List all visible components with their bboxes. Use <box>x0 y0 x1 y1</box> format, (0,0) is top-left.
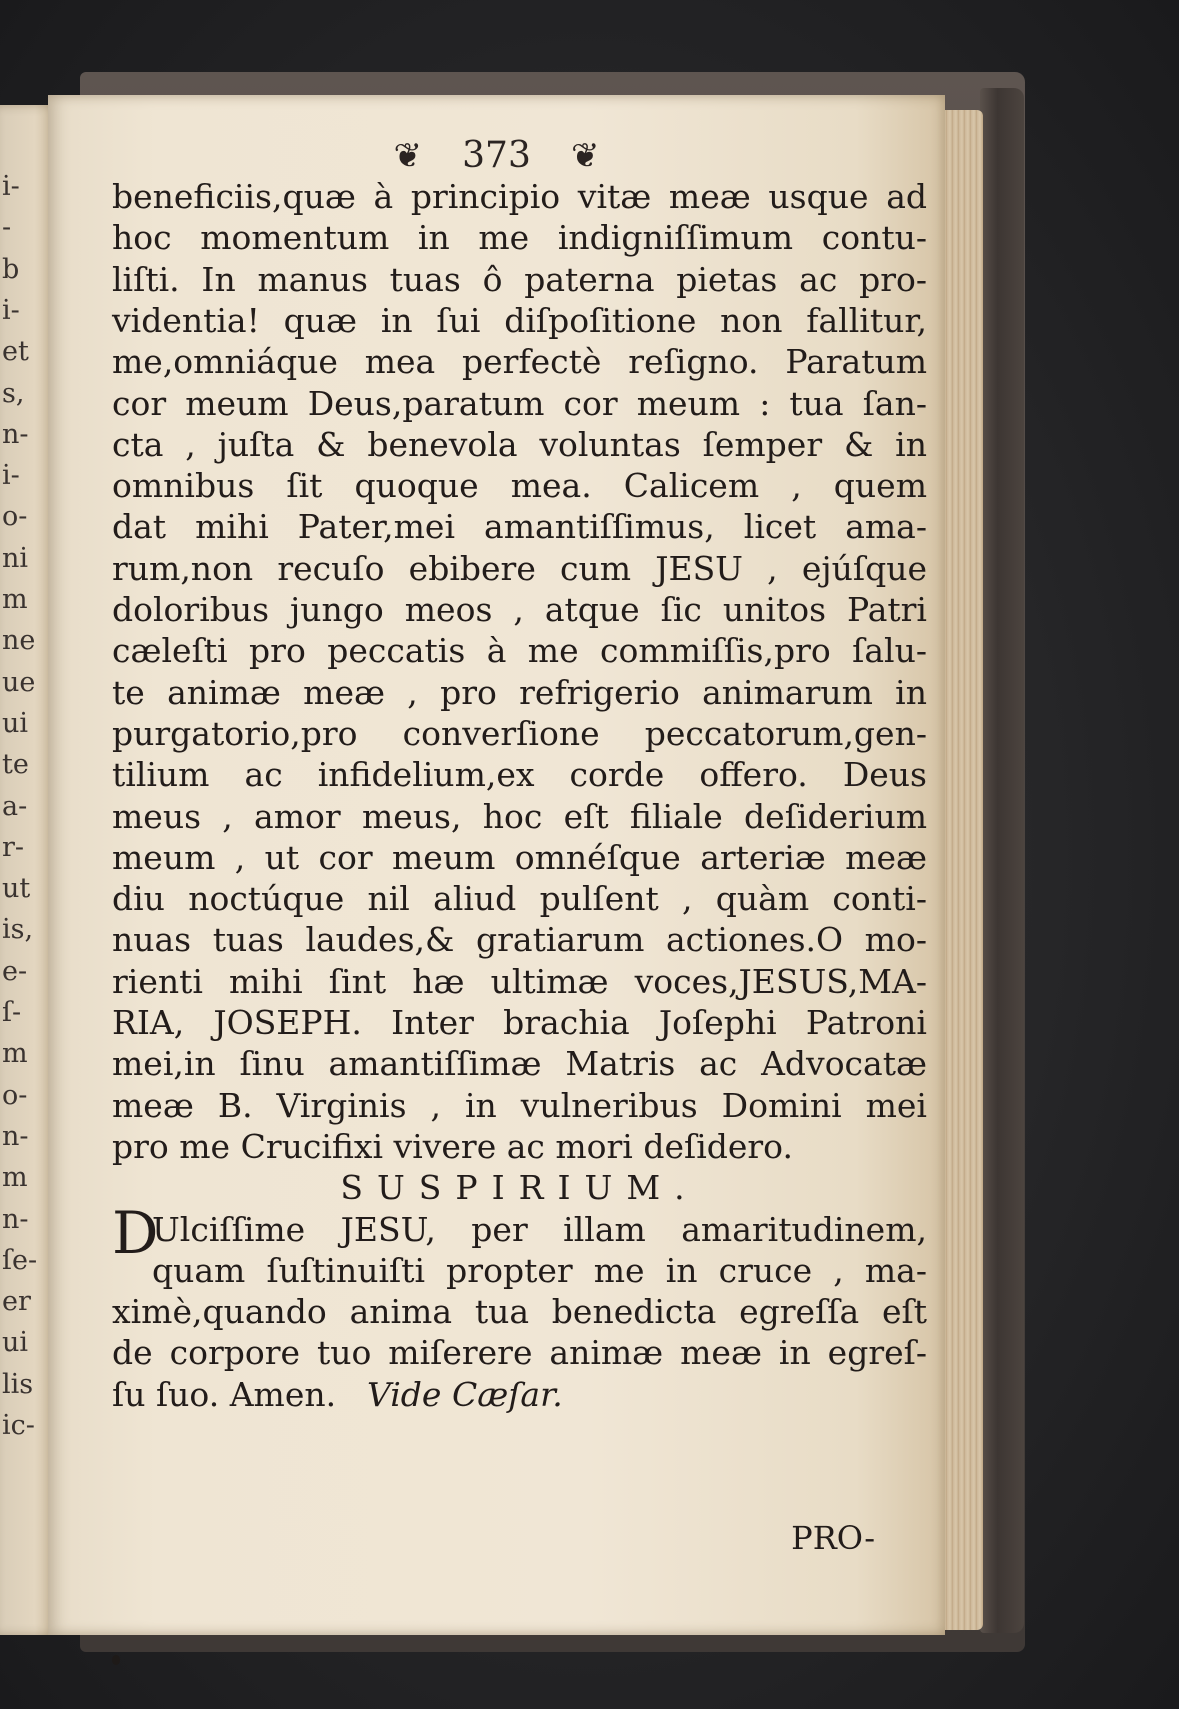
prayer-line: quam ſuſtinuiſti propter me in cruce , ma- <box>152 1250 927 1290</box>
text-line: purgatorio,pro converſione peccatorum,gen- <box>112 713 927 753</box>
book-spine <box>980 88 1024 1633</box>
left-page-fragment: er <box>2 1286 31 1318</box>
left-page-fragment: m <box>2 1038 28 1070</box>
left-page-fragment: - <box>2 212 12 244</box>
left-page-fragment: i- <box>2 171 20 202</box>
text-line: meum , ut cor meum omnéſque arteriæ meæ <box>112 837 927 877</box>
left-page-fragment: i- <box>2 460 20 492</box>
left-page-fragment: ic- <box>2 1410 35 1441</box>
left-page-fragment: n- <box>2 418 29 450</box>
left-page-fragment: lis <box>2 1368 34 1400</box>
left-page-fragment: m <box>2 584 28 615</box>
text-line: diu noctúque nil aliud pulſent , quàm conti- <box>112 879 927 919</box>
left-page-fragment: ue <box>2 666 36 698</box>
text-line: cta , juſta & benevola voluntas ſemper & in <box>112 424 927 464</box>
left-page-fragment: ſ- <box>2 997 22 1028</box>
left-page-fragment: o- <box>2 501 28 533</box>
text-line: nuas tuas laudes,& gratiarum actiones.O mo- <box>112 920 927 960</box>
page-number: 373 <box>462 134 531 176</box>
left-page-fragment: ui <box>2 707 29 739</box>
text-line: cor meum Deus,paratum cor meum : tua ſan- <box>112 383 927 423</box>
text-line: pro me Crucifixi vivere ac mori deſidero. <box>112 1126 793 1166</box>
text-line: meus , amor meus, hoc eſt filiale deſiderium <box>112 796 927 836</box>
text-line: liſti. In manus tuas ô paterna pietas ac pro- <box>112 259 927 299</box>
prayer-line: de corpore tuo miſerere animæ meæ in egreſ- <box>112 1333 927 1373</box>
left-page-fragment: ſe- <box>2 1244 38 1276</box>
text-line: tilium ac infidelium,ex corde offero. Deus <box>112 755 927 795</box>
text-line: meæ B. Virginis , in vulneribus Domini mei <box>112 1085 927 1125</box>
left-page-fragment: n- <box>2 1120 29 1152</box>
left-page-fragment: is, <box>2 914 34 946</box>
text-line: mei,in ſinu amantiſſimæ Matris ac Advocatæ <box>112 1044 927 1084</box>
section-title: SUSPIRIUM. <box>340 1168 699 1208</box>
text-line: doloribus jungo meos , atque ſic unitos Patri <box>112 590 927 629</box>
left-page-fragment: r- <box>2 831 25 863</box>
left-page-fragment: et <box>2 336 29 368</box>
left-page-fragment: ni <box>2 542 29 574</box>
left-page-fragment: b <box>2 253 20 285</box>
book-page <box>48 95 945 1635</box>
left-page-fragment: ui <box>2 1327 29 1359</box>
prayer-line: ſu ſuo. Amen. <box>112 1374 337 1414</box>
left-page-fragment: e- <box>2 955 28 987</box>
left-page-fragment: s, <box>2 377 25 409</box>
text-line: RIA, JOSEPH. Inter brachia Joſephi Patroni <box>112 1003 927 1042</box>
text-line: te animæ meæ , pro refrigerio animarum in <box>112 672 927 712</box>
left-page-fragment: i- <box>2 294 20 326</box>
text-line: videntia! quæ in ſui diſpoſitione non fallitur, <box>112 300 927 340</box>
left-page-fragment: te <box>2 749 29 781</box>
prayer-line: Ulciſſime JESU, per illam amaritudinem, <box>152 1209 927 1249</box>
left-page-fragment: n- <box>2 1203 29 1235</box>
left-page-fragment: ut <box>2 873 31 905</box>
ornament-left-icon: ❦ <box>393 135 423 176</box>
left-page-fragment: ne <box>2 625 36 657</box>
text-line: hoc momentum in me indigniſſimum contu- <box>112 218 927 258</box>
catchword: PRO- <box>791 1519 875 1557</box>
left-page-fragment: m <box>2 1162 28 1194</box>
text-line: rienti mihi ſint hæ ultimæ voces,JESUS,MA- <box>112 961 927 1001</box>
text-line: dat mihi Pater,mei amantiſſimus, licet ama- <box>112 507 927 547</box>
left-page-fragment: o- <box>2 1079 28 1111</box>
left-page-fragment: a- <box>2 790 28 822</box>
reference-note: Vide Cæſar. <box>367 1374 563 1414</box>
text-line: rum,non recuſo ebibere cum JESU , ejúſque <box>112 548 927 588</box>
text-line: cæleſti pro peccatis à me commiſſis,pro ſalu- <box>112 631 927 671</box>
ink-spot <box>112 1655 120 1665</box>
prayer-line: ximè,quando anima tua benedicta egreſſa eſt <box>112 1292 927 1332</box>
text-line: omnibus ſit quoque mea. Calicem , quem <box>112 466 927 506</box>
text-line: beneficiis,quæ à principio vitæ meæ usque ad <box>112 177 927 216</box>
text-line: me,omniáque mea perfectè reſigno. Paratum <box>112 342 927 382</box>
page-header <box>48 133 945 174</box>
drop-initial: D <box>112 1198 159 1267</box>
ornament-right-icon: ❦ <box>570 135 600 176</box>
